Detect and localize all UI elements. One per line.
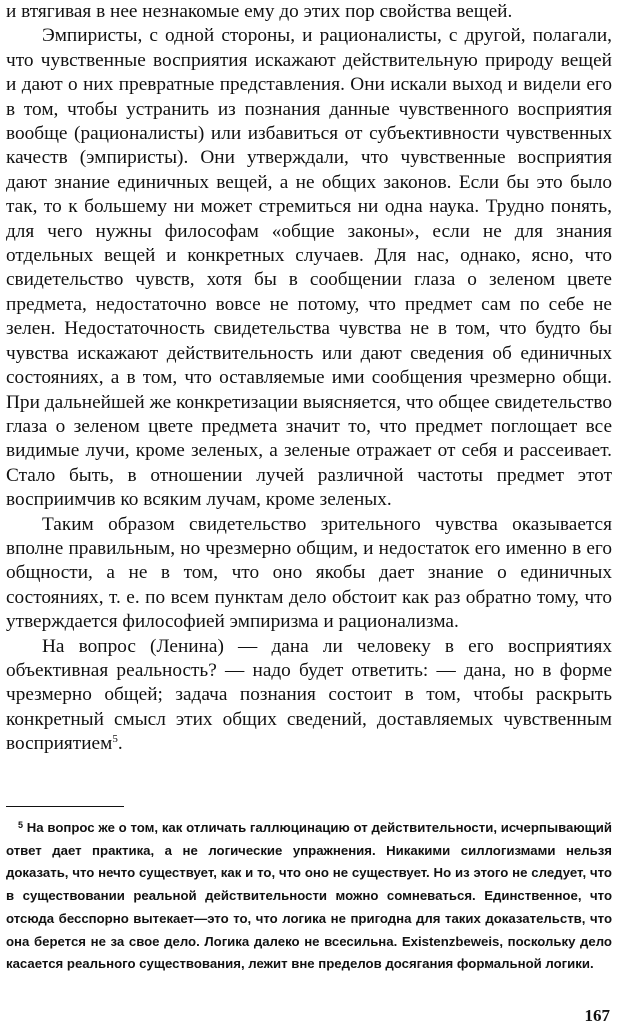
- footnote-divider: [6, 806, 124, 807]
- paragraph-4: На вопрос (Ленина) — дана ли человеку в его восприятиях объективная реальность? — надо будет ответить: — дана, но в форме чрезмерно общей; задача познания состоит в том, чтобы раскрыть конкретный смысл этих общих сведений, доставляемых чувственным восприятием$^5$.: [6, 635, 612, 755]
- paragraph-1: и втягивая в нее незнакомые ему до этих пор свойства вещей.: [6, 1, 513, 22]
- paragraph-3: Таким образом свидетельство зрительного чувства оказывается вполне правильным, но чрезмерно общим, и недостаток его именно в его общности, а не в том, что оно якобы дает знание о единичных состояниях, т. е. по всем пунктам дело обстоит как раз обратно тому, что утверждается философией эмпиризма и рационализма.: [6, 513, 612, 633]
- main-text: [6, 0, 612, 757]
- footnote: [6, 814, 612, 976]
- paragraph-2: Эмпиристы, с одной стороны, и рационалисты, с другой, полагали, что чувственные восприятия искажают действительную природу вещей и дают о них превратные представления. Они искали выход и видели его в том, чтобы устранить из познания данные чувственного восприятия вообще (рационалисты) или избавиться от субъективности чувственных качеств (эмпиристы). Они утверждали, что чувственные восприятия дают знание единичных вещей, а не общих законов. Если бы это было так, то к большему ни может стремиться ни одна наука. Трудно понять, для чего нужны философам «общие законы», если не для знания отдельных вещей и конкретных случаев. Для нас, однако, ясно, что свидетельство чувств, хотя бы в сообщении глаза о зеленом цвете предмета, недостаточно вовсе не потому, что предмет сам по себе не зелен. Недостаточность свидетельства чувства не в том, что будто бы чувства искажают действительность или дают сведения об единичных состояниях, а в том, что оставляемые ими сообщения чрезмерно общи. При дальнейшей же конкретизации выясняется, что общее свидетельство глаза о зеленом цвете предмета значит то, что предмет поглощает все видимые лучи, кроме зеленых, а зеленые отражает от себя и рассеивает. Стало быть, в отношении лучей различной частоты предмет этот восприимчив ко всяким лучам, кроме зеленых.: [6, 25, 612, 511]
- page-number: 167: [584, 1006, 610, 1025]
- footnote-mark: 5: [18, 820, 24, 830]
- footnote-text: На вопрос же о том, как отличать галлюцинацию от действительности, исчерпывающий ответ дает практика, а не логические упражнения. Никакими силлогизмами нельзя доказать, что нечто существует, как и то, что оно не существует. Но из этого не следует, что в существовании реальной действительности можно сомневаться. Единственное, что отсюда бесспорно вытекает—это то, что логика не пригодна для таких доказательств, что она берется не за свое дело. Логика далеко не всесильна. Existenzbeweis, поскольку дело касается реального существования, лежит вне пределов досягания формальной логики.: [6, 820, 612, 972]
- footnote-reference: 5: [112, 733, 118, 746]
- paragraph-4-text: На вопрос (Ленина) — дана ли человеку в его восприятиях объективная реальность? — надо будет ответить: — дана, но в форме чрезмерно общей; задача познания состоит в том, чтобы раскрыть конкретный смысл этих общих сведений, доставляемых чувственным восприятием: [6, 635, 612, 755]
